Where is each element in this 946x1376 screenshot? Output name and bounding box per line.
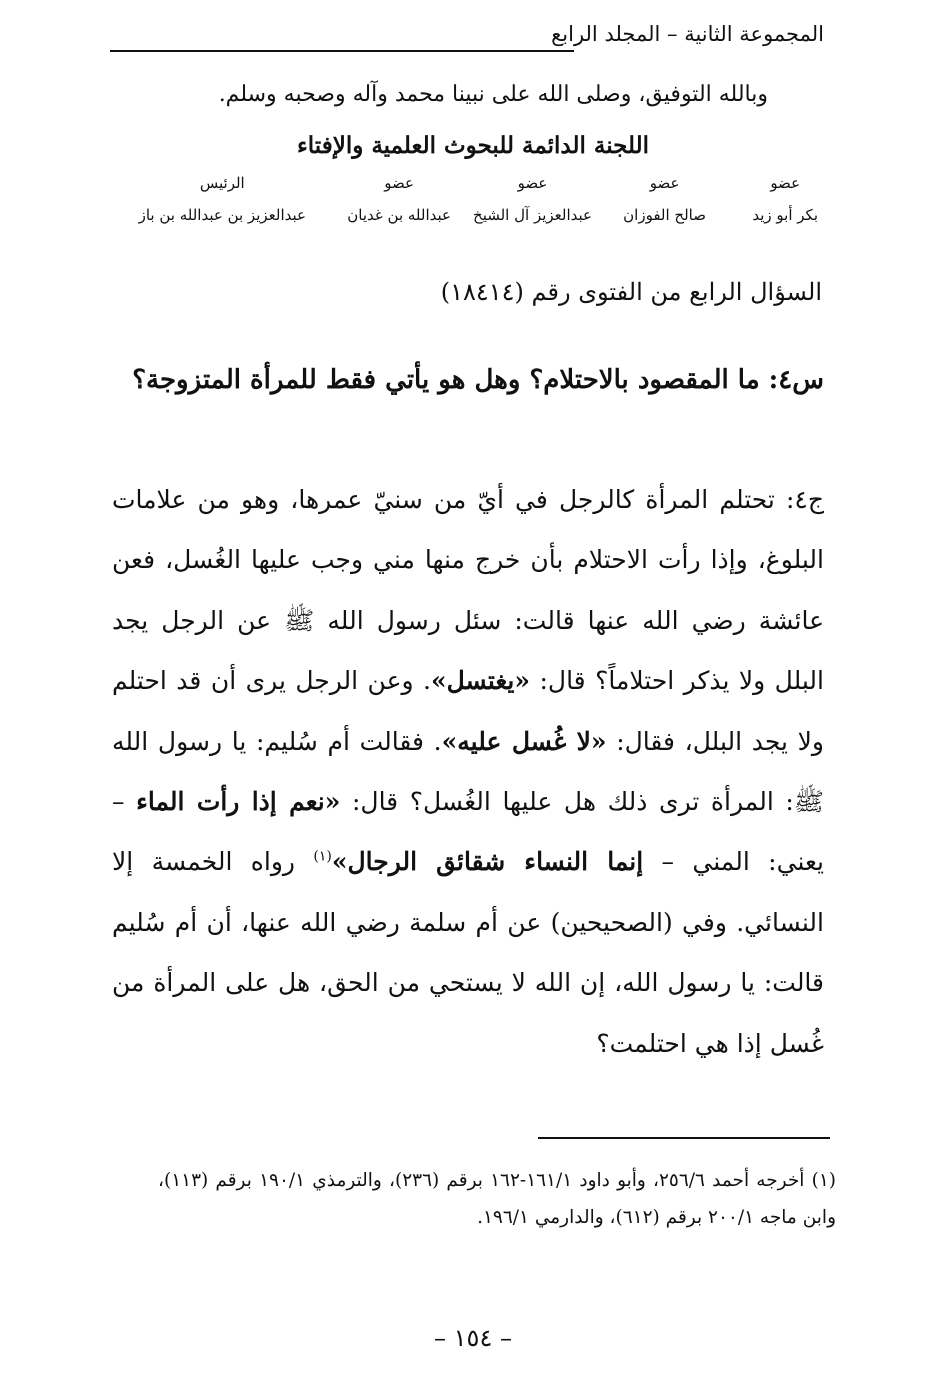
signatory-name: صالح الفوزان <box>623 206 706 224</box>
answer-segment: رواه الخمسة إلا النسائي. وفي (الصحيحين) عن أم سلمة رضي الله عنها، أن أم سُليم قالت: يا رسول الله، إن الله لا يستحي من الحق، هل على المرأة من غُسل إذا هي احتلمت؟ <box>112 847 824 1058</box>
hadith-quote: إنما النساء شقائق الرجال» <box>331 847 644 877</box>
question-text: س٤: ما المقصود بالاحتلام؟ وهل هو يأتي فقط للمرأة المتزوجة؟ <box>132 365 824 395</box>
signatory-role: عضو <box>384 174 414 192</box>
answer-segment: ج٤: تحتلم المرأة كالرجل في أيّ من سنيّ عمرها، وهو من علامات البلوغ، وإذا رأت الاحتلام بأن خرج منها مني وجب عليها الغُسل، فعن عائشة رضي الله عنها قالت: سئل رسول الله ﷺ عن الرجل يجد البلل ولا يذكر احتلاماً؟ قال: <box>112 485 824 696</box>
hadith-quote: «نعم إذا رأت الماء <box>136 787 341 817</box>
answer-segment: – يعني: المني – <box>112 787 825 877</box>
footnote-rule <box>538 1137 830 1139</box>
signatory-role: الرئيس <box>199 174 245 192</box>
footnote-text: (١) أخرجه أحمد ٢٥٦/٦، وأبو داود ١٦١/١-١٦٢ برقم (٢٣٦)، والترمذي ١٩٠/١ برقم (١١٣)، وابن ماجه ٢٠٠/١ برقم (٦١٢)، والدارمي ١٩٦/١. <box>158 1170 836 1228</box>
committee-title: اللجنة الدائمة للبحوث العلمية والإفتاء <box>296 132 650 159</box>
fatwa-reference: السؤال الرابع من الفتوى رقم (١٨٤١٤) <box>440 278 822 306</box>
signatory-role: عضو <box>517 174 548 192</box>
answer-segment: . وعن الرجل يرى أن قد احتلم ولا يجد البلل، فقال: <box>112 666 824 756</box>
signatory-chairman <box>139 174 306 224</box>
header-rule <box>110 50 574 52</box>
signatory-name: عبدالله بن غديان <box>347 206 451 224</box>
footnote-marker: (١) <box>313 849 332 866</box>
signatory-role: عضو <box>649 174 680 192</box>
signatory-name: عبدالعزيز آل الشيخ <box>473 206 592 224</box>
page-number: – ١٥٤ – <box>434 1324 512 1352</box>
signatory <box>473 174 592 224</box>
signatory <box>347 174 451 224</box>
signatory-name: بكر أبو زيد <box>752 206 818 224</box>
signatory-name: عبدالعزيز بن عبدالله بن باز <box>138 206 306 224</box>
running-header: المجموعة الثانية – المجلد الرابع <box>551 22 824 46</box>
signatory-role: عضو <box>770 174 801 192</box>
signatory <box>752 174 818 224</box>
answer-segment: . فقالت أم سُليم: يا رسول الله ﷺ: المرأة ترى ذلك هل عليها الغُسل؟ قال: <box>112 726 825 817</box>
closing-statement: وبالله التوفيق، وصلى الله على نبينا محمد وآله وصحبه وسلم. <box>218 82 768 107</box>
hadith-quote: «يغتسل» <box>430 666 531 696</box>
answer-text <box>112 470 824 1074</box>
hadith-quote: «لا غُسل عليه» <box>441 726 607 756</box>
signatory <box>623 174 706 224</box>
